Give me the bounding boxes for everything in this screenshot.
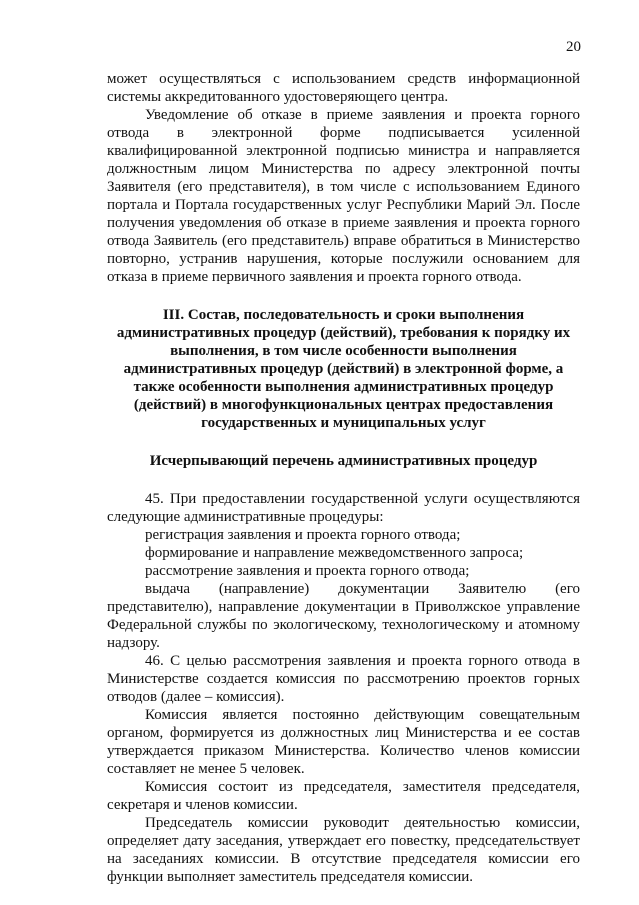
subheading: Исчерпывающий перечень административных процедур (149, 453, 538, 469)
section-heading: III. Состав, последовательность и сроки выполнения административных процедур (действий), требования к порядку их выполнения, в том числе особенности выполнения административных процедур (действий) в электронной форме, а также особенности выполнения административных процедур (действий) в многофункциональных центрах предоставления государственных и муниципальных услуг (116, 307, 571, 431)
document-body (107, 70, 580, 886)
list-item: регистрация заявления и проекта горного отвода; (145, 527, 461, 543)
paragraph-commission-chair: Председатель комиссии руководит деятельностью комиссии, определяет дату заседания, утверждает его повестку, председательствует на заседаниях комиссии. В отсутствие председателя комиссии его функции выполняет заместитель председателя комиссии. (107, 815, 580, 885)
list-item-issuance: выдача (направление) документации Заявителю (его представителю), направление документации в Приволжское управление Федеральной службы по экологическому, технологическому и атомному надзору. (107, 581, 580, 651)
paragraph-commission-status: Комиссия является постоянно действующим совещательным органом, формируется из должностных лиц Министерства и ее состав утверждается приказом Министерства. Количество членов комиссии составляет не менее 5 человек. (107, 707, 580, 777)
paragraph-46: 46. С целью рассмотрения заявления и проекта горного отвода в Министерстве создается комиссия по рассмотрению проектов горных отводов (далее – комиссия). (107, 653, 580, 705)
paragraph-45: 45. При предоставлении государственной услуги осуществляются следующие административные процедуры: (107, 491, 580, 525)
list-item: рассмотрение заявления и проекта горного отвода; (145, 563, 470, 579)
paragraph-refusal-notice: Уведомление об отказе в приеме заявления и проекта горного отвода в электронной форме подписывается усиленной квалифицированной электронной подписью министра и направляется должностным лицом Министерства по адресу электронной почты Заявителя (его представителя), в том числе с использованием Единого портала и Портала государственных услуг Республики Марий Эл. После получения уведомления об отказе в приеме заявления и проекта горного отвода Заявитель (его представитель) вправе обратиться в Министерство повторно, устранив нарушения, которые послужили основанием для отказа в приеме первичного заявления и проекта горного отвода. (107, 107, 580, 285)
page-number: 20 (566, 39, 581, 55)
paragraph-commission-composition: Комиссия состоит из председателя, заместителя председателя, секретаря и членов комиссии. (107, 779, 580, 813)
paragraph-continuation: может осуществляться с использованием средств информационной системы аккредитованного удостоверяющего центра. (107, 71, 580, 105)
list-item: формирование и направление межведомственного запроса; (145, 545, 524, 561)
